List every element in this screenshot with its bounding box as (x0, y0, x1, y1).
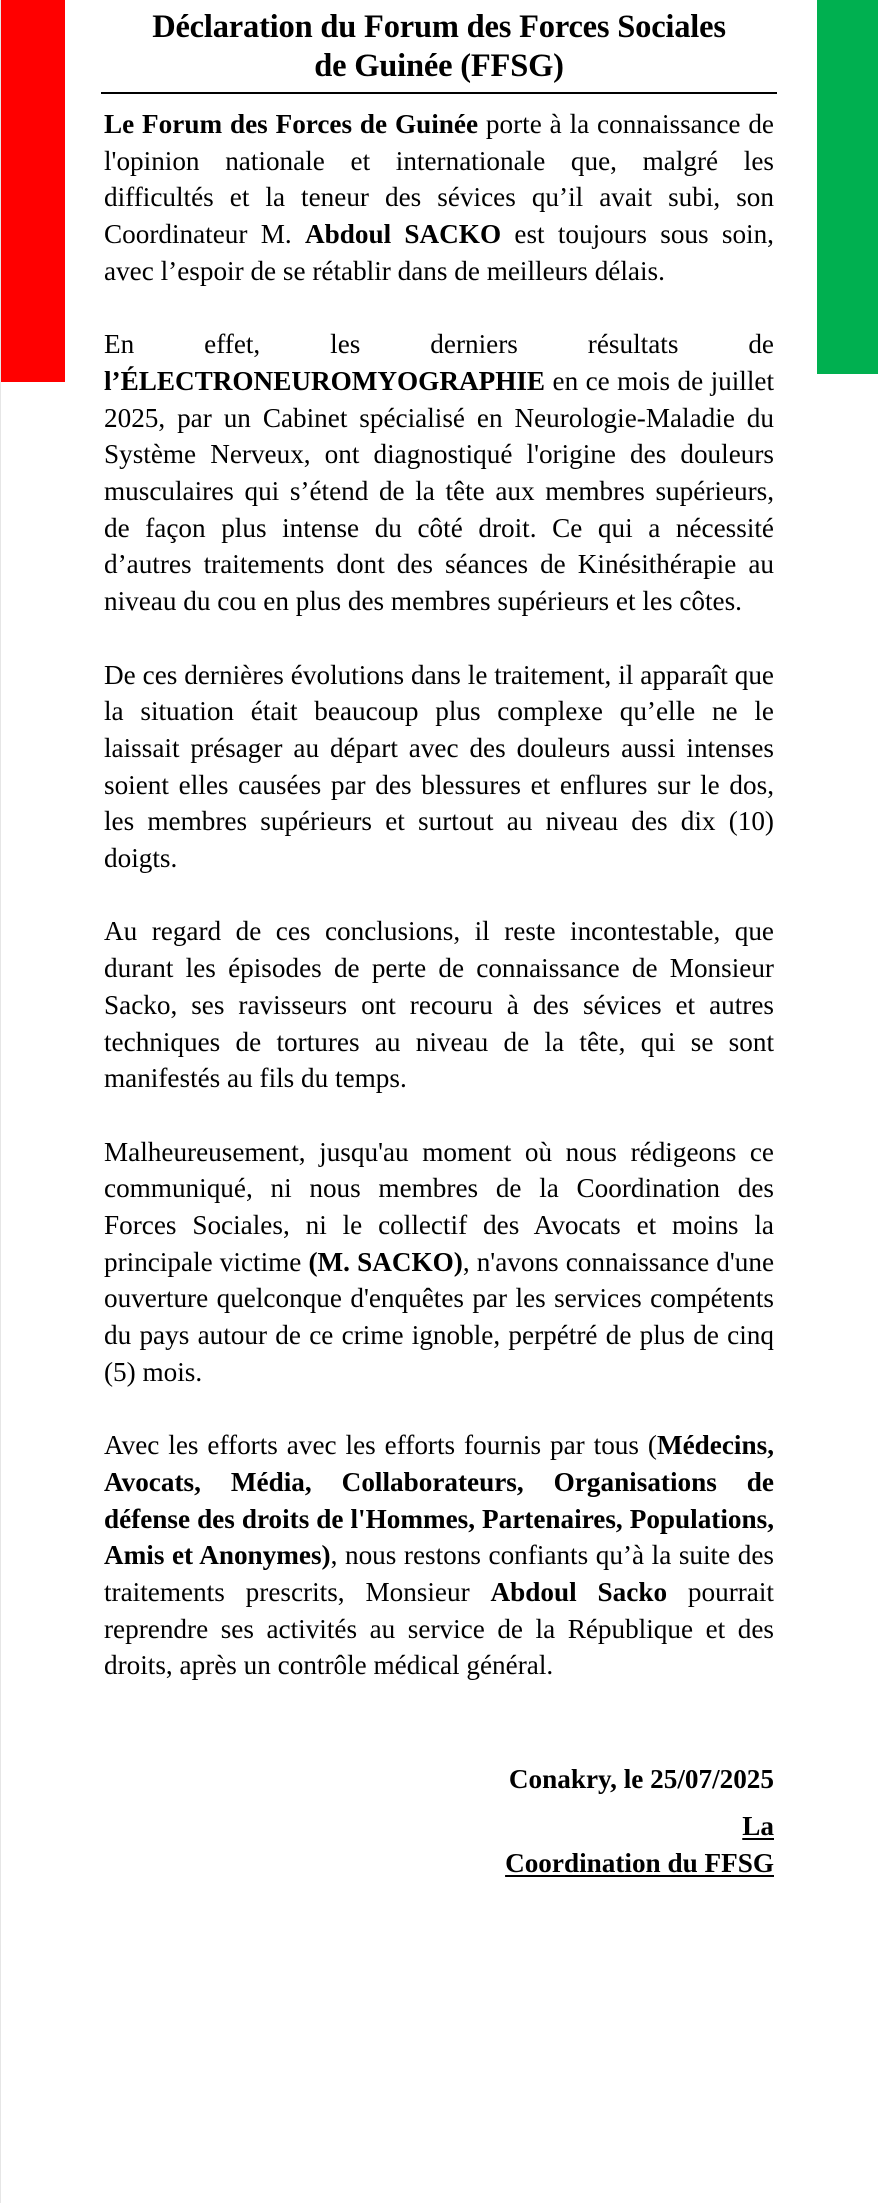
title-line-2: de Guinée (FFSG) (314, 48, 564, 84)
paragraph-text: pourrait reprendre ses activités au service de la République et des droits, après un contrôle médical général. (104, 1577, 774, 1681)
paragraph-text: , n'avons connaissance d'une ouverture quelconque d'enquêtes par les services compétents du pays autour de ce crime ignoble, perpétré de plus de cinq (5) mois. (104, 1246, 775, 1387)
page-title (104, 8, 774, 86)
coordinator-name-bold: Abdoul Sacko (490, 1577, 668, 1608)
paragraph-text: De ces dernières évolutions dans le traitement, il apparaît que la situation était beaucoup plus complexe qu’elle ne le laissait présager au départ avec des douleurs aussi intenses soient elles causées par des blessures et enflures sur le dos, les membres supérieurs et surtout au niveau des dix (10) doigts. (104, 659, 774, 874)
paragraph-text: Malheureusement, jusqu'au moment où nous rédigeons ce communiqué, ni nous membres de la Coordination des Forces Sociales, ni le collectif des Avocats et moins la principale victime (104, 1136, 774, 1277)
org-name-bold: Le Forum des Forces de Guinée (104, 109, 479, 139)
paragraph-text: Avec les efforts avec les efforts fournis par tous ( (104, 1430, 657, 1461)
coordinator-name-bold: Abdoul SACKO (304, 219, 502, 250)
exam-name-bold: l’ÉLECTRONEUROMYOGRAPHIE (104, 365, 546, 396)
paragraph-investigation (104, 1134, 774, 1391)
paragraph-text: , nous restons confiants qu’à la suite des traitements prescrits, Monsieur (104, 1540, 774, 1608)
paragraph-evolution (104, 657, 774, 877)
title-underline-rule (101, 92, 777, 94)
signatory-text: Coordination du FFSG (505, 1847, 774, 1878)
supporters-list-bold: Médecins, Avocats, Média, Collaborateurs, Organisations de défense des droits de l'Hommes, Partenaires, Populations, Amis et Anonymes) (104, 1430, 774, 1571)
victim-name-bold: (M. SACKO) (308, 1246, 463, 1277)
signatory-line-1 (104, 1808, 774, 1845)
signature-block (104, 1761, 774, 1881)
paragraph-acknowledgements (104, 1427, 774, 1684)
paragraph-intro (104, 106, 774, 290)
signatory-text: La (742, 1810, 774, 1841)
paragraph-diagnosis (104, 326, 774, 620)
place-date: Conakry, le 25/07/2025 (508, 1764, 774, 1795)
title-line-1: Déclaration du Forum des Forces Sociales (152, 9, 726, 45)
paragraph-text: en ce mois de juillet 2025, par un Cabinet spécialisé en Neurologie-Maladie du Système Nerveux, ont diagnostiqué l'origine des douleurs musculaires qui s’étend de la tête aux membres supérieurs, de façon plus intense du côté droit. Ce qui a nécessité d’autres traitements dont des séances de Kinésithérapie au niveau du cou en plus des membres supérieurs et les côtes. (104, 365, 774, 617)
declaration-document (104, 8, 774, 1881)
paragraph-text: En effet, les derniers résultats de (104, 329, 774, 360)
paragraph-conclusions (104, 913, 774, 1097)
paragraph-text: porte à la connaissance de l'opinion nationale et internationale que, malgré les difficultés et la teneur des sévices qu’il avait subi, son Coordinateur M. (104, 109, 774, 250)
paragraph-text: Au regard de ces conclusions, il reste incontestable, que durant les épisodes de perte de connaissance de Monsieur Sacko, ses ravisseurs ont recouru à des sévices et autres techniques de tortures au niveau de la tête, qui se sont manifestés au fils du temps. (104, 916, 774, 1094)
signatory-line-2 (104, 1845, 774, 1882)
paragraph-text: est toujours sous soin, avec l’espoir de se rétablir dans de meilleurs délais. (104, 219, 774, 286)
flag-red-bar (1, 0, 65, 382)
flag-green-bar (817, 0, 878, 374)
